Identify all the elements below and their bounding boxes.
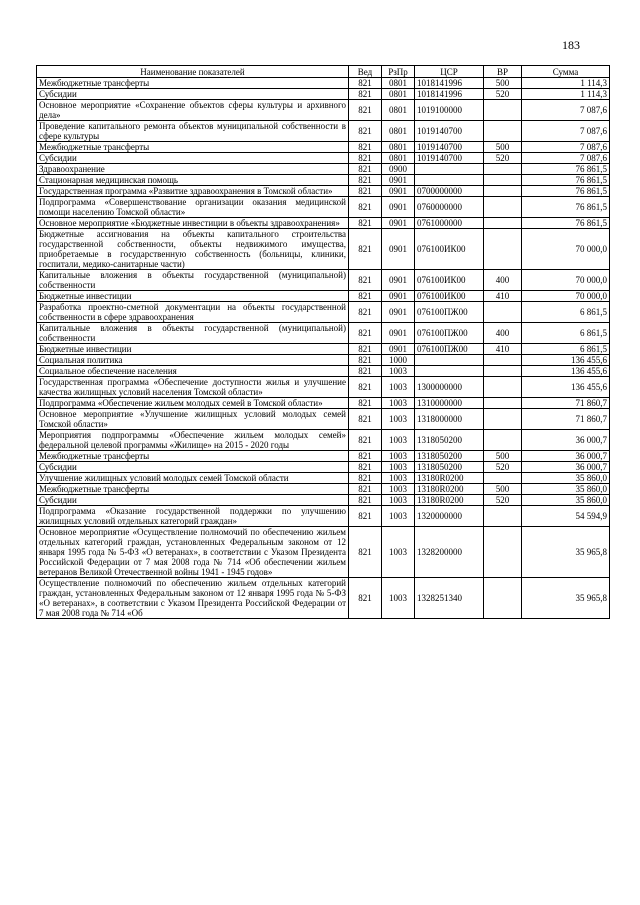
cell-sum: 35 965,8 — [522, 578, 610, 619]
table-row — [37, 153, 610, 164]
table-row — [37, 218, 610, 229]
cell-name: Здравоохранение — [37, 164, 349, 175]
cell-name: Стационарная медицинская помощь — [37, 175, 349, 186]
cell-name: Основное мероприятие «Бюджетные инвестиции в объекты здравоохранения» — [37, 218, 349, 229]
cell-rzpr: 0801 — [382, 89, 415, 100]
cell-name: Основное мероприятие «Сохранение объектов сферы культуры и архивного дела» — [37, 100, 349, 121]
cell-csr: 1310000000 — [415, 398, 484, 409]
cell-csr: 0700000000 — [415, 186, 484, 197]
cell-name: Капитальные вложения в объекты государственной (муниципальной) собственности — [37, 323, 349, 344]
table-row — [37, 291, 610, 302]
table-row — [37, 451, 610, 462]
cell-name: Подпрограмма «Совершенствование организации оказания медицинской помощи населению Томской области» — [37, 197, 349, 218]
header-vr: ВР — [484, 66, 522, 78]
page-number: 183 — [562, 38, 580, 52]
cell-csr — [415, 355, 484, 366]
table-row — [37, 398, 610, 409]
cell-csr: 1318000000 — [415, 409, 484, 430]
cell-csr — [415, 164, 484, 175]
cell-vr — [484, 121, 522, 142]
table-row — [37, 270, 610, 291]
cell-name: Подпрограмма «Обеспечение жильем молодых семей в Томской области» — [37, 398, 349, 409]
cell-ved: 821 — [349, 153, 382, 164]
cell-ved: 821 — [349, 197, 382, 218]
table-row — [37, 186, 610, 197]
cell-name: Государственная программа «Обеспечение доступности жилья и улучшение качества жилищных условий населения Томской области» — [37, 377, 349, 398]
cell-name: Субсидии — [37, 153, 349, 164]
table-row — [37, 89, 610, 100]
cell-rzpr: 0901 — [382, 218, 415, 229]
header-sum: Сумма — [522, 66, 610, 78]
cell-csr: 076100ПЖ00 — [415, 302, 484, 323]
cell-sum: 136 455,6 — [522, 366, 610, 377]
cell-vr: 400 — [484, 323, 522, 344]
cell-csr: 13180R0200 — [415, 495, 484, 506]
cell-vr: 410 — [484, 291, 522, 302]
cell-sum: 35 965,8 — [522, 527, 610, 578]
cell-sum: 70 000,0 — [522, 291, 610, 302]
cell-vr: 500 — [484, 451, 522, 462]
cell-sum: 71 860,7 — [522, 398, 610, 409]
cell-rzpr: 0801 — [382, 121, 415, 142]
cell-csr: 1019140700 — [415, 121, 484, 142]
cell-sum: 76 861,5 — [522, 197, 610, 218]
cell-name: Мероприятия подпрограммы «Обеспечение жильем молодых семей» федеральной целевой программы «Жилище» на 2015 - 2020 годы — [37, 430, 349, 451]
cell-csr: 13180R0200 — [415, 484, 484, 495]
cell-sum: 76 861,5 — [522, 218, 610, 229]
cell-ved: 821 — [349, 506, 382, 527]
cell-ved: 821 — [349, 430, 382, 451]
table-row — [37, 323, 610, 344]
budget-table — [36, 65, 610, 619]
table-row — [37, 462, 610, 473]
cell-sum: 54 594,9 — [522, 506, 610, 527]
cell-csr: 1320000000 — [415, 506, 484, 527]
cell-name: Основное мероприятие «Улучшение жилищных условий молодых семей Томской области» — [37, 409, 349, 430]
cell-sum: 76 861,5 — [522, 164, 610, 175]
cell-csr: 1300000000 — [415, 377, 484, 398]
cell-sum: 70 000,0 — [522, 270, 610, 291]
cell-rzpr: 1003 — [382, 506, 415, 527]
cell-sum: 71 860,7 — [522, 409, 610, 430]
cell-rzpr: 1003 — [382, 495, 415, 506]
cell-vr — [484, 302, 522, 323]
cell-sum: 6 861,5 — [522, 344, 610, 355]
cell-sum: 36 000,7 — [522, 462, 610, 473]
header-name: Наименование показателей — [37, 66, 349, 78]
cell-vr — [484, 186, 522, 197]
cell-name: Улучшение жилищных условий молодых семей Томской области — [37, 473, 349, 484]
cell-ved: 821 — [349, 578, 382, 619]
cell-name: Разработка проектно-сметной документации на объекты государственной собственности в сфере здравоохранения — [37, 302, 349, 323]
cell-csr: 0761000000 — [415, 218, 484, 229]
cell-sum: 35 860,0 — [522, 473, 610, 484]
cell-csr: 1318050200 — [415, 462, 484, 473]
cell-vr — [484, 506, 522, 527]
cell-name: Субсидии — [37, 495, 349, 506]
header-ved: Вед — [349, 66, 382, 78]
cell-name: Бюджетные инвестиции — [37, 291, 349, 302]
cell-csr: 13180R0200 — [415, 473, 484, 484]
cell-csr: 1018141996 — [415, 89, 484, 100]
table-row — [37, 366, 610, 377]
cell-vr — [484, 398, 522, 409]
cell-csr: 1018141996 — [415, 78, 484, 89]
cell-ved: 821 — [349, 229, 382, 270]
cell-rzpr: 0801 — [382, 100, 415, 121]
cell-ved: 821 — [349, 175, 382, 186]
cell-rzpr: 1003 — [382, 578, 415, 619]
table-row — [37, 484, 610, 495]
cell-vr — [484, 164, 522, 175]
table-row — [37, 355, 610, 366]
cell-sum: 136 455,6 — [522, 377, 610, 398]
cell-csr: 076100ПЖ00 — [415, 323, 484, 344]
cell-vr — [484, 527, 522, 578]
cell-vr — [484, 366, 522, 377]
cell-vr: 520 — [484, 89, 522, 100]
cell-ved: 821 — [349, 409, 382, 430]
cell-vr — [484, 473, 522, 484]
cell-rzpr: 0901 — [382, 323, 415, 344]
cell-csr: 1019140700 — [415, 153, 484, 164]
cell-rzpr: 1003 — [382, 409, 415, 430]
table-row — [37, 100, 610, 121]
cell-ved: 821 — [349, 89, 382, 100]
cell-sum: 35 860,0 — [522, 484, 610, 495]
cell-ved: 821 — [349, 484, 382, 495]
cell-vr: 500 — [484, 142, 522, 153]
cell-name: Капитальные вложения в объекты государственной (муниципальной) собственности — [37, 270, 349, 291]
cell-sum: 136 455,6 — [522, 355, 610, 366]
cell-rzpr: 0901 — [382, 197, 415, 218]
cell-csr: 1019140700 — [415, 142, 484, 153]
cell-name: Государственная программа «Развитие здравоохранения в Томской области» — [37, 186, 349, 197]
cell-csr: 1318050200 — [415, 430, 484, 451]
cell-vr: 520 — [484, 153, 522, 164]
cell-name: Проведение капитального ремонта объектов муниципальной собственности в сфере культуры — [37, 121, 349, 142]
cell-vr — [484, 229, 522, 270]
cell-sum: 6 861,5 — [522, 323, 610, 344]
cell-ved: 821 — [349, 121, 382, 142]
cell-csr: 076100ИК00 — [415, 229, 484, 270]
cell-csr: 076100ИК00 — [415, 270, 484, 291]
cell-rzpr: 1003 — [382, 451, 415, 462]
cell-rzpr: 1003 — [382, 473, 415, 484]
cell-rzpr: 0901 — [382, 302, 415, 323]
cell-csr: 076100ПЖ00 — [415, 344, 484, 355]
cell-sum: 36 000,7 — [522, 451, 610, 462]
cell-rzpr: 0801 — [382, 78, 415, 89]
cell-sum: 7 087,6 — [522, 142, 610, 153]
cell-sum: 1 114,3 — [522, 78, 610, 89]
cell-rzpr: 0901 — [382, 186, 415, 197]
cell-vr — [484, 430, 522, 451]
table-row — [37, 142, 610, 153]
cell-ved: 821 — [349, 377, 382, 398]
cell-rzpr: 1003 — [382, 366, 415, 377]
table-row — [37, 409, 610, 430]
cell-vr — [484, 578, 522, 619]
cell-sum: 76 861,5 — [522, 175, 610, 186]
cell-vr — [484, 218, 522, 229]
cell-vr — [484, 175, 522, 186]
cell-ved: 821 — [349, 164, 382, 175]
cell-csr: 0760000000 — [415, 197, 484, 218]
table-row — [37, 175, 610, 186]
cell-name: Подпрограмма «Оказание государственной поддержки по улучшению жилищных условий отдельных категорий граждан» — [37, 506, 349, 527]
header-rzpr: РзПр — [382, 66, 415, 78]
cell-vr — [484, 355, 522, 366]
cell-ved: 821 — [349, 462, 382, 473]
cell-name: Бюджетные инвестиции — [37, 344, 349, 355]
cell-vr: 520 — [484, 462, 522, 473]
cell-name: Межбюджетные трансферты — [37, 451, 349, 462]
cell-rzpr: 1000 — [382, 355, 415, 366]
cell-sum: 7 087,6 — [522, 153, 610, 164]
cell-sum: 6 861,5 — [522, 302, 610, 323]
cell-rzpr: 1003 — [382, 462, 415, 473]
cell-vr: 500 — [484, 484, 522, 495]
table-header-row — [37, 66, 610, 78]
table-row — [37, 527, 610, 578]
cell-rzpr: 0901 — [382, 229, 415, 270]
cell-vr: 410 — [484, 344, 522, 355]
cell-rzpr: 0801 — [382, 153, 415, 164]
table-row — [37, 302, 610, 323]
table-row — [37, 229, 610, 270]
cell-rzpr: 0801 — [382, 142, 415, 153]
cell-name: Межбюджетные трансферты — [37, 142, 349, 153]
cell-vr: 400 — [484, 270, 522, 291]
cell-name: Межбюджетные трансферты — [37, 78, 349, 89]
table-row — [37, 430, 610, 451]
table-body — [37, 78, 610, 619]
cell-vr — [484, 409, 522, 430]
cell-ved: 821 — [349, 344, 382, 355]
cell-ved: 821 — [349, 527, 382, 578]
cell-name: Бюджетные ассигнования на объекты капитального строительства государственной собственности, объекты недвижимого имущества, приобретаемые в государственную собственность (больницы, клиники, госпитали, медико-санитарные части) — [37, 229, 349, 270]
cell-ved: 821 — [349, 270, 382, 291]
cell-rzpr: 1003 — [382, 377, 415, 398]
table-row — [37, 473, 610, 484]
table-row — [37, 121, 610, 142]
cell-ved: 821 — [349, 291, 382, 302]
cell-name: Основное мероприятие «Осуществление полномочий по обеспечению жильем отдельных категорий граждан, установленных Федеральным законом от 12 января 1995 года № 5-ФЗ «О ветеранах», в соответствии с Указом Президента Российской Федерации от 7 мая 2008 года № 714 «Об обеспечении жильем ветеранов Великой Отечественной войны 1941 - 1945 годов» — [37, 527, 349, 578]
cell-ved: 821 — [349, 323, 382, 344]
cell-ved: 821 — [349, 142, 382, 153]
cell-csr: 076100ИК00 — [415, 291, 484, 302]
cell-sum: 36 000,7 — [522, 430, 610, 451]
cell-name: Социальная политика — [37, 355, 349, 366]
cell-ved: 821 — [349, 302, 382, 323]
cell-vr — [484, 377, 522, 398]
cell-ved: 821 — [349, 398, 382, 409]
cell-rzpr: 0901 — [382, 344, 415, 355]
cell-csr: 1318050200 — [415, 451, 484, 462]
cell-name: Социальное обеспечение населения — [37, 366, 349, 377]
table-row — [37, 164, 610, 175]
table-row — [37, 506, 610, 527]
cell-sum: 76 861,5 — [522, 186, 610, 197]
cell-csr — [415, 366, 484, 377]
cell-sum: 35 860,0 — [522, 495, 610, 506]
cell-name: Межбюджетные трансферты — [37, 484, 349, 495]
table-row — [37, 377, 610, 398]
cell-sum: 7 087,6 — [522, 100, 610, 121]
table-row — [37, 78, 610, 89]
cell-rzpr: 0901 — [382, 291, 415, 302]
cell-ved: 821 — [349, 78, 382, 89]
cell-csr: 1328200000 — [415, 527, 484, 578]
cell-rzpr: 1003 — [382, 484, 415, 495]
cell-ved: 821 — [349, 495, 382, 506]
table-row — [37, 578, 610, 619]
cell-ved: 821 — [349, 186, 382, 197]
cell-sum: 7 087,6 — [522, 121, 610, 142]
cell-rzpr: 0901 — [382, 175, 415, 186]
cell-name: Субсидии — [37, 462, 349, 473]
cell-ved: 821 — [349, 451, 382, 462]
table-row — [37, 495, 610, 506]
cell-csr: 1328251340 — [415, 578, 484, 619]
cell-rzpr: 0900 — [382, 164, 415, 175]
cell-ved: 821 — [349, 366, 382, 377]
cell-sum: 70 000,0 — [522, 229, 610, 270]
cell-name: Осуществление полномочий по обеспечению жильем отдельных категорий граждан, установленных Федеральным законом от 12 января 1995 года № 5-ФЗ «О ветеранах», в соответствии с Указом Президента Российской Федерации от 7 мая 2008 года № 714 «Об — [37, 578, 349, 619]
cell-vr — [484, 197, 522, 218]
cell-vr: 520 — [484, 495, 522, 506]
cell-ved: 821 — [349, 355, 382, 366]
cell-ved: 821 — [349, 218, 382, 229]
cell-rzpr: 1003 — [382, 527, 415, 578]
cell-rzpr: 0901 — [382, 270, 415, 291]
cell-rzpr: 1003 — [382, 398, 415, 409]
cell-sum: 1 114,3 — [522, 89, 610, 100]
cell-csr: 1019100000 — [415, 100, 484, 121]
table-row — [37, 344, 610, 355]
cell-vr — [484, 100, 522, 121]
cell-csr — [415, 175, 484, 186]
header-csr: ЦСР — [415, 66, 484, 78]
cell-vr: 500 — [484, 78, 522, 89]
cell-ved: 821 — [349, 100, 382, 121]
cell-ved: 821 — [349, 473, 382, 484]
cell-rzpr: 1003 — [382, 430, 415, 451]
table-row — [37, 197, 610, 218]
cell-name: Субсидии — [37, 89, 349, 100]
